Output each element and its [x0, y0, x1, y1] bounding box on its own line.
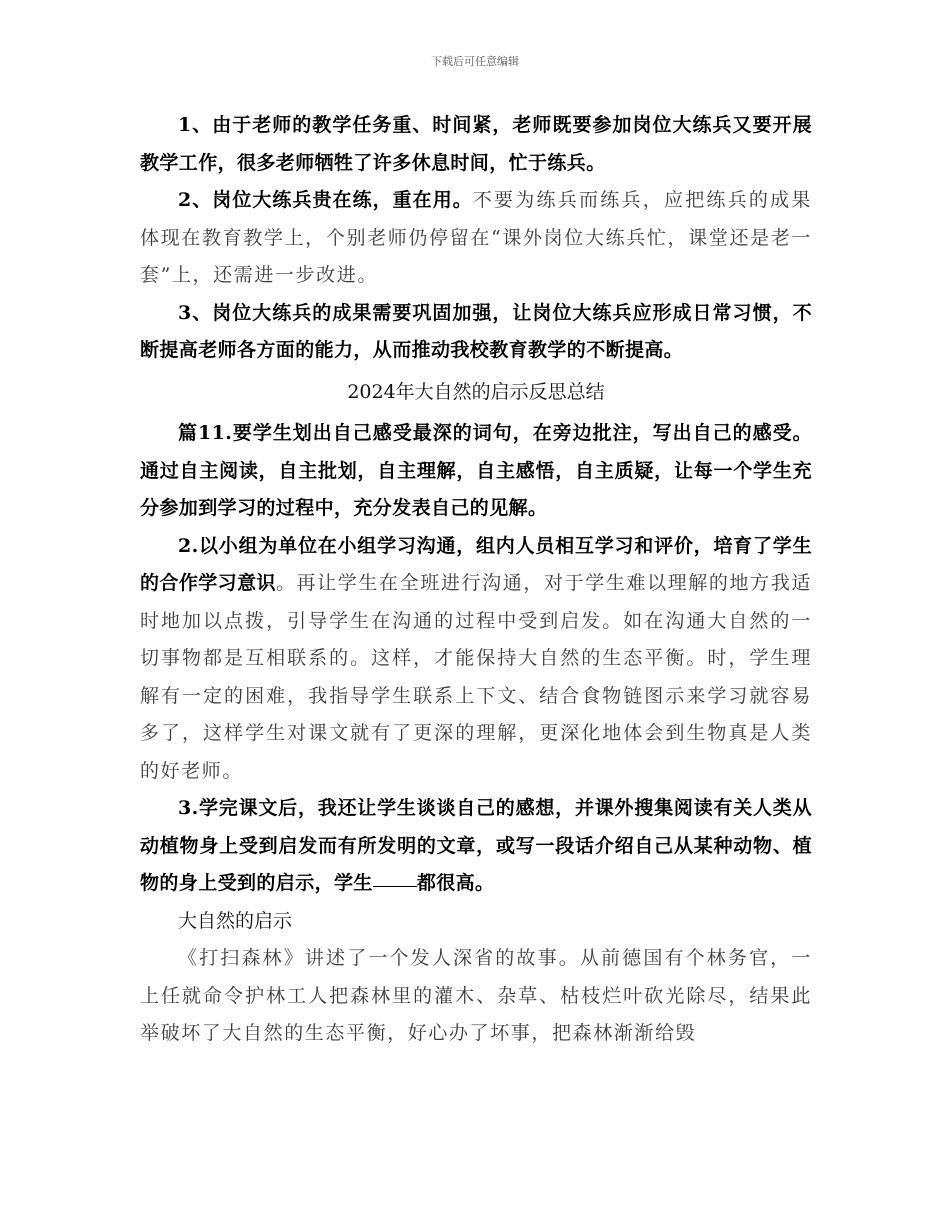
page-header: 下载后可任意编辑 [431, 55, 519, 68]
paragraph-6-end: 都很高。 [416, 872, 495, 894]
document-body [140, 107, 812, 1053]
paragraph-1: 1、由于老师的教学任务重、时间紧，老师既要参加岗位大练兵又要开展教学工作，很多老师牺牲了许多休息时间，忙于练兵。 [140, 114, 812, 174]
paragraph-3: 3、岗位大练兵的成果需要巩固加强，让岗位大练兵应形成日常习惯，不断提高老师各方面的能力，从而推动我校教育教学的不断提高。 [140, 301, 812, 361]
paragraph-6-body: 3.学完课文后，我还让学生谈谈自己的感想，并课外搜集阅读有关人类从动植物身上受到启发而有所发明的文章，或写一段话介绍自己从某种动物、植物的身上受到的启示，学生 [140, 797, 812, 894]
paragraph-6 [140, 790, 812, 903]
paragraph-2-body: 不要为练兵而练兵，应把练兵的成果体现在教育教学上，个别老师仍停留在“课外岗位大练兵忙，课堂还是老一套”上，还需进一步改进。 [140, 189, 812, 286]
paragraph-5 [140, 528, 812, 791]
paragraph-2 [140, 182, 812, 295]
section-title: 2024年大自然的启示反思总结 [347, 380, 605, 403]
paragraph-4: 篇11.要学生划出自己感受最深的词句，在旁边批注，写出自己的感受。通过自主阅读，自主批划，自主理解，自主感悟，自主质疑，让每一个学生充分参加到学习的过程中，充分发表自己的见解。 [140, 422, 812, 519]
paragraph-2-lead: 2、岗位大练兵贵在练，重在用。 [178, 189, 473, 211]
fill-blank [373, 885, 417, 887]
subheading: 大自然的启示 [178, 909, 293, 932]
paragraph-7: 《打扫森林》讲述了一个发人深省的故事。从前德国有个林务官，一上任就命令护林工人把森林里的灌木、杂草、枯枝烂叶砍光除尽，结果此举破坏了大自然的生态平衡，好心办了坏事，把森林渐渐给毁 [140, 947, 812, 1044]
paragraph-5-lead: 2.以小组为单位在小组学习沟通，组内人员相互学习和评价，培育了学生的合作学习意识 [140, 534, 812, 594]
paragraph-5-body: 。再让学生在全班进行沟通，对于学生难以理解的地方我适时地加以点拨，引导学生在沟通的过程中受到启发。如在沟通大自然的一切事物都是互相联系的。这样，才能保持大自然的生态平衡。时，学生理解有一定的困难，我指导学生联系上下文、结合食物链图示来学习就容易多了，这样学生对课文就有了更深的理解，更深化地体会到生物真是人类的好老师。 [140, 572, 812, 782]
